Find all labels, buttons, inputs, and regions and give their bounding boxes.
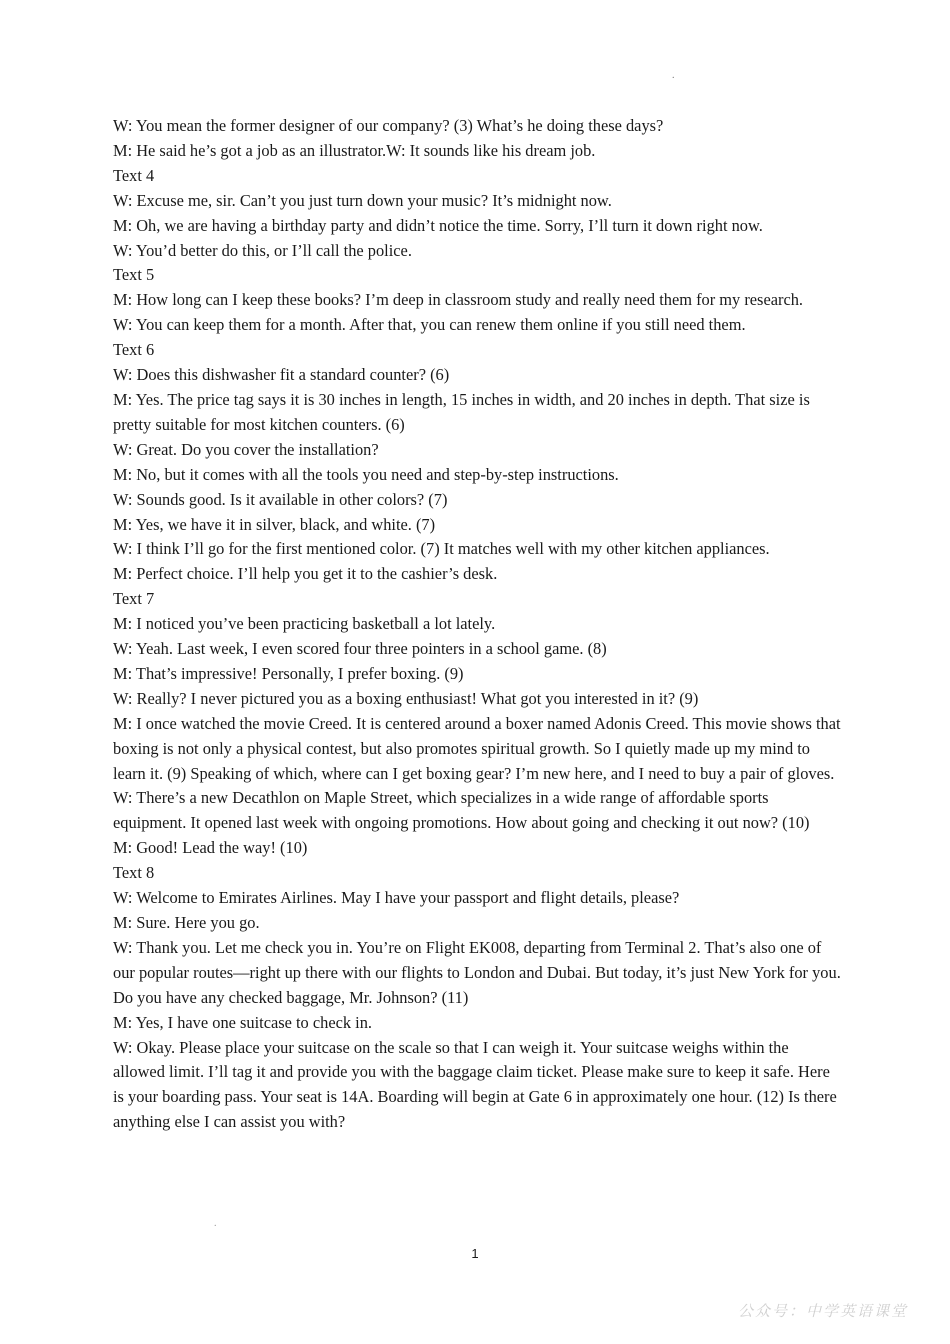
transcript-line: W: Great. Do you cover the installation? <box>113 439 379 459</box>
section-heading: Text 6 <box>113 340 155 360</box>
transcript-line: W: You’d better do this, or I’ll call the police. <box>113 240 412 260</box>
transcript-line: M: Yes. The price tag says it is 30 inches in length, 15 inches in width, and 20 inches in depth. That size is pretty suitable for most kitchen counters. (6) <box>113 389 810 434</box>
transcript-line: W: Really? I never pictured you as a boxing enthusiast! What got you interested in it? (9) <box>113 688 699 708</box>
transcript-line: M: Yes, we have it in silver, black, and white. (7) <box>113 514 436 534</box>
section-heading: Text 4 <box>113 165 155 185</box>
transcript-line: W: Okay. Please place your suitcase on the scale so that I can weigh it. Your suitcase weighs within the allowed limit. I’ll tag it and provide you with the baggage claim ticket. Please make sure to keep it safe. Here is your boarding pass. Your seat is 14A. Boarding will begin at Gate 6 in approximately one hour. (12) Is there anything else I can assist you with? <box>113 1037 837 1132</box>
footer-mark: . <box>214 1218 217 1229</box>
section-heading: Text 7 <box>113 589 155 609</box>
page-number: 1 <box>471 1246 479 1261</box>
transcript-line: W: I think I’ll go for the first mentioned color. (7) It matches well with my other kitchen appliances. <box>113 539 770 559</box>
section-heading: Text 5 <box>113 265 155 285</box>
transcript-line: W: There’s a new Decathlon on Maple Street, which specializes in a wide range of affordable sports equipment. It opened last week with ongoing promotions. How about going and checking it out now? (10) <box>113 788 810 833</box>
transcript-line: M: That’s impressive! Personally, I prefer boxing. (9) <box>113 663 464 683</box>
watermark: 公众号：中学英语课堂 <box>737 1302 908 1320</box>
transcript-line: W: You mean the former designer of our company? (3) What’s he doing these days? <box>113 116 664 135</box>
transcript-line: W: You can keep them for a month. After that, you can renew them online if you still need them. <box>113 315 746 335</box>
header-mark: . <box>672 70 675 81</box>
transcript-line: M: Yes, I have one suitcase to check in. <box>113 1012 373 1032</box>
transcript-line: M: Sure. Here you go. <box>113 913 260 932</box>
transcript-line: M: Good! Lead the way! (10) <box>113 838 308 858</box>
transcript-line: M: I noticed you’ve been practicing basketball a lot lately. <box>113 614 496 634</box>
transcript-line: W: Does this dishwasher fit a standard counter? (6) <box>113 365 450 385</box>
transcript-line: W: Excuse me, sir. Can’t you just turn down your music? It’s midnight now. <box>113 190 612 210</box>
transcript-line: M: Oh, we are having a birthday party and didn’t notice the time. Sorry, I’ll turn it down right now. <box>113 215 763 235</box>
transcript-line: W: Welcome to Emirates Airlines. May I have your passport and flight details, please? <box>113 888 680 908</box>
transcript-line: M: He said he’s got a job as an illustrator.W: It sounds like his dream job. <box>113 140 596 160</box>
transcript-line: M: No, but it comes with all the tools you need and step-by-step instructions. <box>113 464 619 484</box>
transcript-line: W: Yeah. Last week, I even scored four three pointers in a school game. (8) <box>113 639 607 659</box>
transcript-line: W: Thank you. Let me check you in. You’re on Flight EK008, departing from Terminal 2. That’s also one of our popular routes—right up there with our flights to London and Dubai. But today, it’s just New York for you. Do you have any checked baggage, Mr. Johnson? (11) <box>113 937 841 1007</box>
transcript-line: W: Sounds good. Is it available in other colors? (7) <box>113 489 448 509</box>
transcript-line: M: How long can I keep these books? I’m deep in classroom study and really need them for my research. <box>113 290 804 310</box>
section-heading: Text 8 <box>113 863 155 883</box>
transcript-line: M: I once watched the movie Creed. It is centered around a boxer named Adonis Creed. This movie shows that boxing is not only a physical contest, but also promotes spiritual growth. So I quietly made up my mind to learn it. (9) Speaking of which, where can I get boxing gear? I’m new here, and I need to buy a pair of gloves. <box>113 713 841 783</box>
transcript-body <box>113 114 841 1135</box>
transcript-line: M: Perfect choice. I’ll help you get it to the cashier’s desk. <box>113 564 498 584</box>
